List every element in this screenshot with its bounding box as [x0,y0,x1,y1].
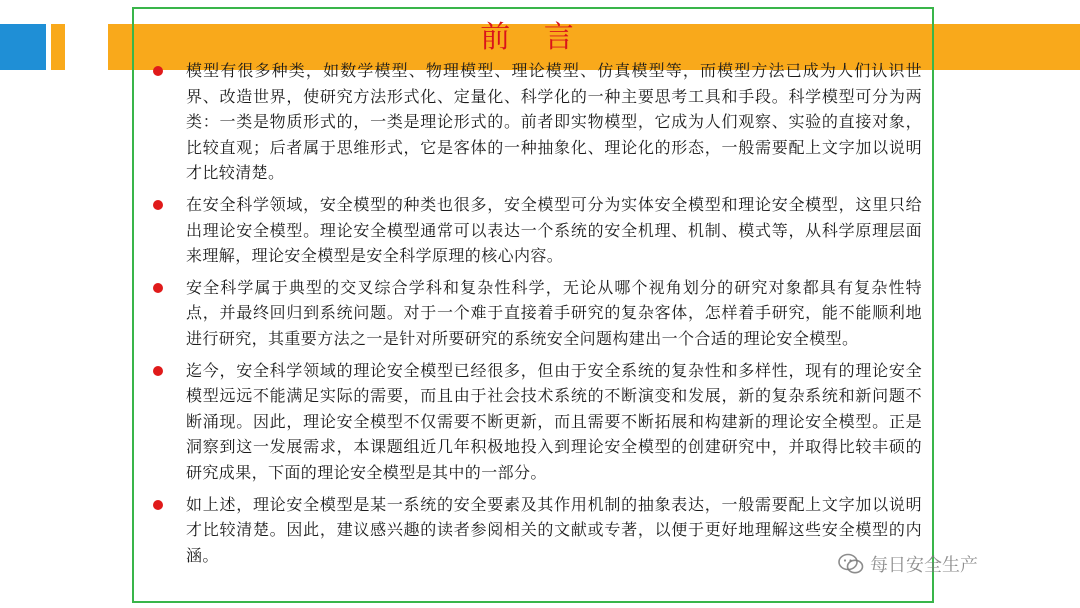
bullet-icon [153,500,163,510]
page-title: 前 言 [480,20,586,55]
watermark-text: 每日安全生产 [870,555,978,576]
paragraph-2 [150,192,922,269]
bullet-icon [153,200,163,210]
bullet-icon [153,66,163,76]
accent-orange-bar [51,24,65,70]
paragraph-text: 模型有很多种类，如数学模型、物理模型、理论模型、仿真模型等，而模型方法已成为人们认识世界、改造世界，使研究方法形式化、定量化、科学化的一种主要思考工具和手段。科学模型可分为两类：一类是物质形式的，一类是理论形式的。前者即实物模型，它成为人们观察、实验的直接对象，比较直观；后者属于思维形式，它是客体的一种抽象化、理论化的形态，一般需要配上文字加以说明才比较清楚。 [186,61,922,183]
bullet-icon [153,283,163,293]
paragraph-text: 如上述，理论安全模型是某一系统的安全要素及其作用机制的抽象表达，一般需要配上文字加以说明才比较清楚。因此，建议感兴趣的读者参阅相关的文献或专著，以便于更好地理解这些安全模型的内涵。 [186,494,922,565]
paragraph-text: 安全科学属于典型的交叉综合学科和复杂性科学，无论从哪个视角划分的研究对象都具有复杂性特点，并最终回归到系统问题。对于一个难于直接着手研究的复杂客体，怎样着手研究，能不能顺利地进行研究，其重要方法之一是针对所要研究的系统安全问题构建出一个合适的理论安全模型。 [186,277,922,348]
watermark [838,548,978,580]
wechat-icon [838,553,864,575]
paragraph-3 [150,275,922,352]
paragraph-1 [150,58,922,186]
paragraph-text: 迄今，安全科学领域的理论安全模型已经很多，但由于安全系统的复杂性和多样性，现有的理论安全模型远远不能满足实际的需要，而且由于社会技术系统的不断演变和发展，新的复杂系统和新问题不断涌现。因此，理论安全模型不仅需要不断更新，而且需要不断拓展和构建新的理论安全模型。正是洞察到这一发展需求，本课题组近几年积极地投入到理论安全模型的创建研究中，并取得比较丰硕的研究成果，下面的理论安全模型是其中的一部分。 [186,360,922,482]
paragraph-4 [150,358,922,486]
paragraph-5 [150,492,922,569]
paragraph-text: 在安全科学领域，安全模型的种类也很多，安全模型可分为实体安全模型和理论安全模型，这里只给出理论安全模型。理论安全模型通常可以表达一个系统的安全机理、机制、模式等，从科学原理层面来理解，理论安全模型是安全科学原理的核心内容。 [186,194,922,266]
content-body [150,58,922,574]
bullet-icon [153,366,163,376]
accent-blue-square [0,24,46,70]
